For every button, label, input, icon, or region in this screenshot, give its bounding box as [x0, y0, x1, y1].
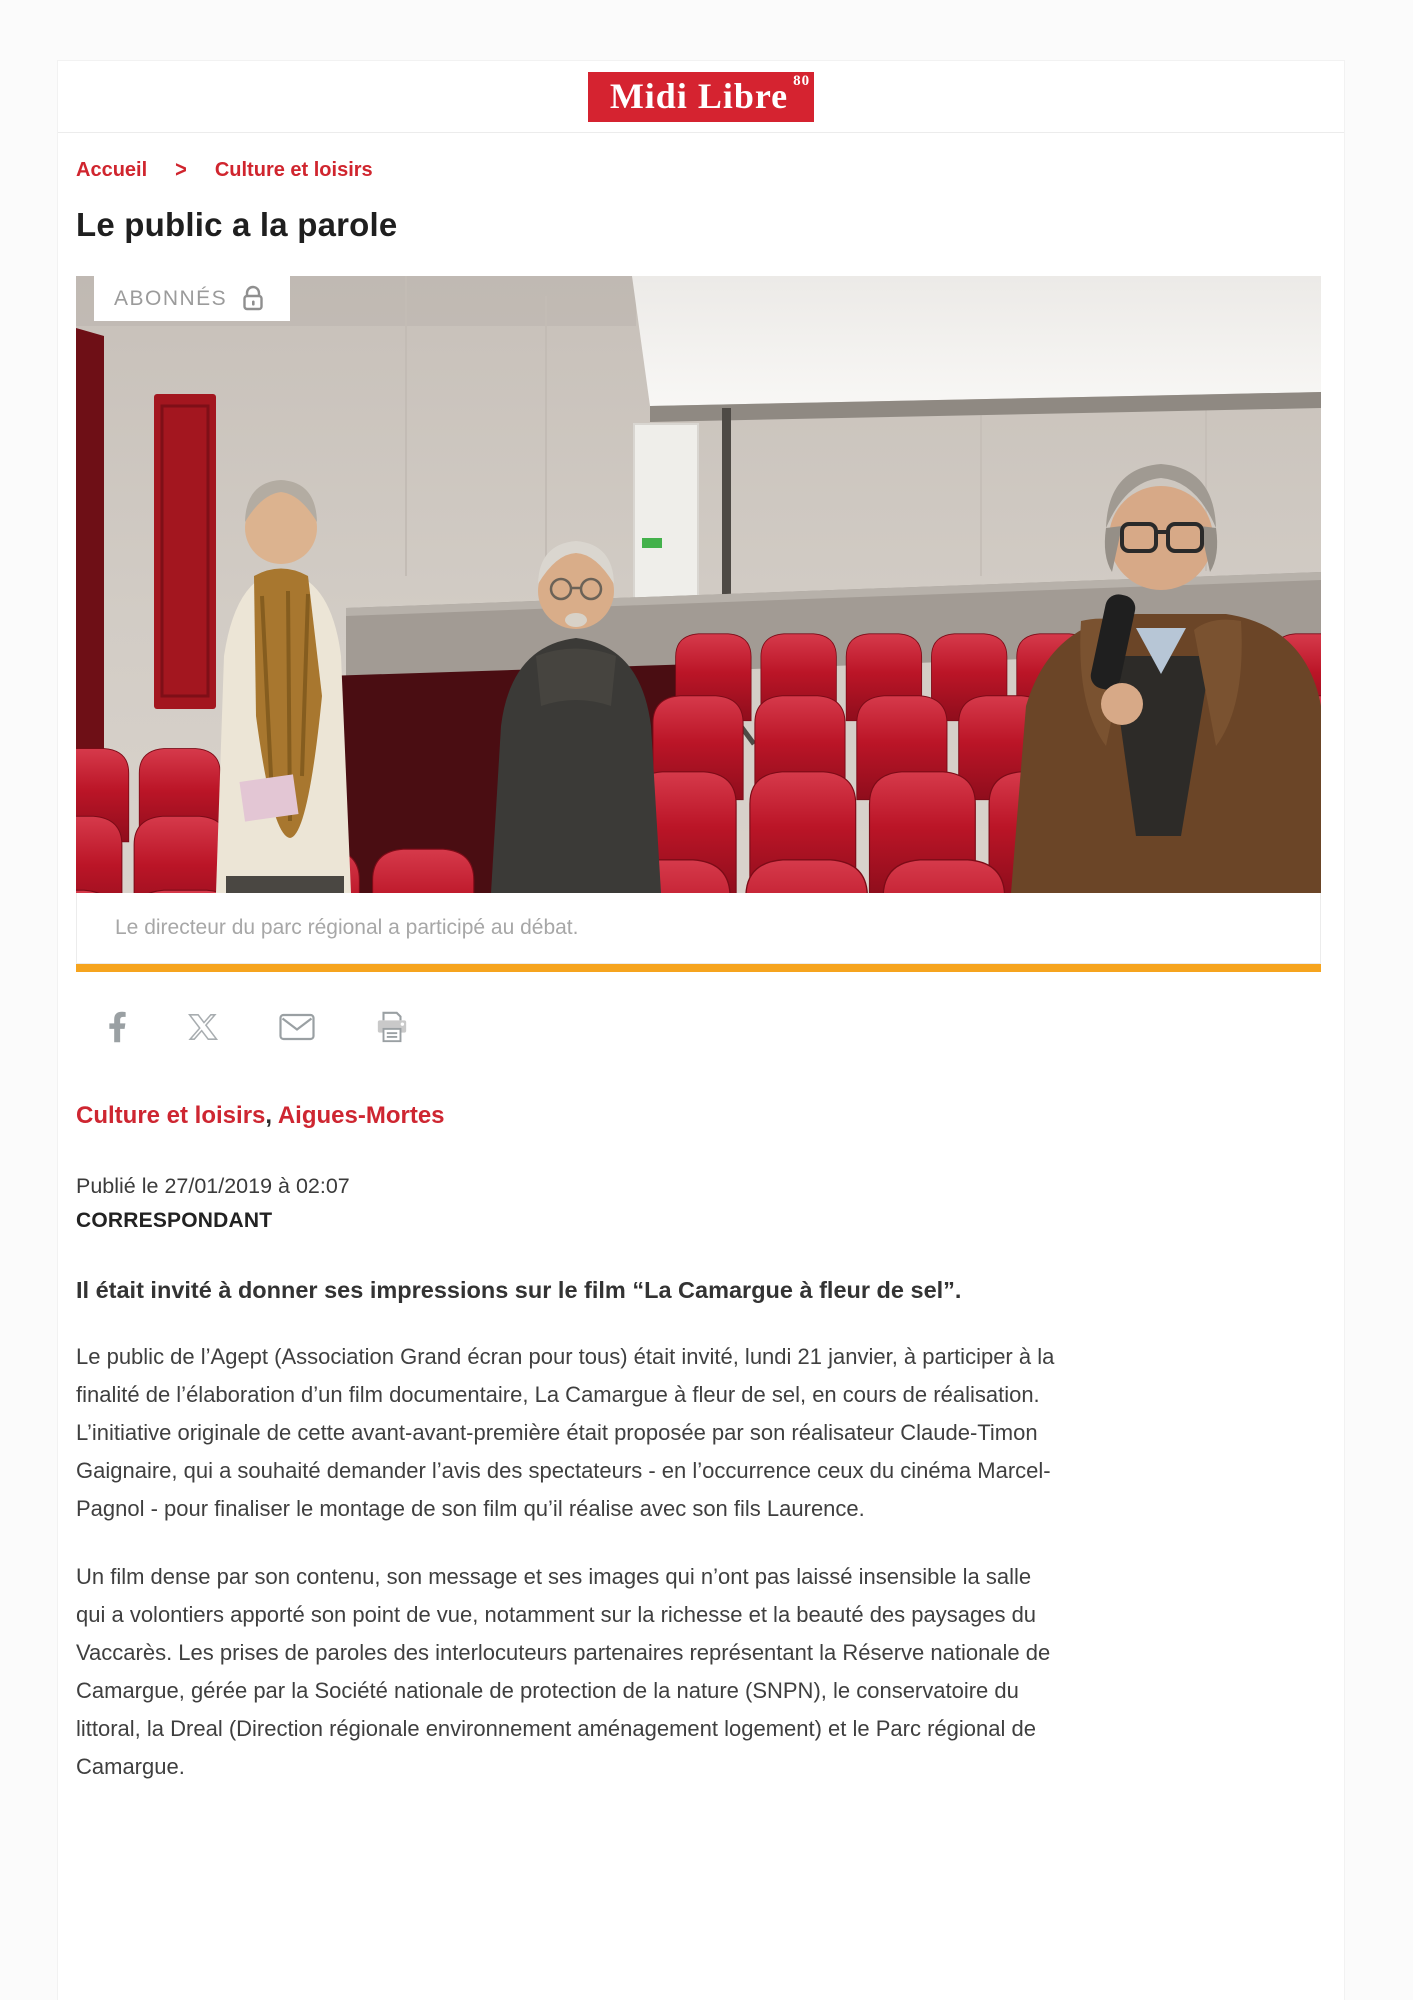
article-title: Le public a la parole	[76, 206, 398, 243]
photo-caption: Le directeur du parc régional a participé au débat.	[76, 893, 1321, 964]
article-lede: Il était invité à donner ses impressions sur le film “La Camargue à fleur de sel”.	[76, 1277, 962, 1303]
lock-icon	[242, 285, 264, 312]
breadcrumb	[76, 159, 1326, 182]
chevron-right-icon: >	[175, 157, 187, 183]
article-page-card	[57, 60, 1345, 2000]
article-paragraph-1: Le public de l’Agept (Association Grand écran pour tous) était invité, lundi 21 janvier, à participer à la finalité de l’élaboration d’un film documentaire, La Camargue à fleur de sel, en cours de réalisation. L’initiative originale de cette avant-avant-première était proposée par son réalisateur Claude-Timon Gaignaire, qui a souhaité demander l’avis des spectateurs - en l’occurrence ceux du cinéma Marcel-Pagnol - pour finaliser le montage de son film qu’il réalise avec son fils Laurence.	[76, 1344, 1055, 1522]
article-body	[76, 1273, 1061, 1786]
share-facebook-button[interactable]	[108, 1011, 127, 1043]
email-icon	[279, 1012, 315, 1042]
share-print-button[interactable]	[375, 1010, 409, 1044]
share-toolbar	[76, 1008, 1326, 1046]
logo-80-badge: 80	[793, 72, 811, 89]
breadcrumb-culture-et-loisirs[interactable]: Culture et loisirs	[214, 159, 373, 181]
exit-sign	[642, 538, 662, 548]
share-email-button[interactable]	[279, 1012, 315, 1042]
masthead	[58, 61, 1344, 133]
subscriber-badge-label: ABONNÉS	[114, 286, 228, 310]
share-x-twitter-button[interactable]	[187, 1012, 219, 1042]
article-photo-illustration	[76, 276, 1321, 893]
facebook-icon	[108, 1011, 127, 1043]
x-twitter-icon	[187, 1012, 219, 1042]
logo-text: Midi Libre	[609, 75, 789, 116]
breadcrumb-accueil[interactable]: Accueil	[76, 159, 148, 181]
tag-culture-et-loisirs[interactable]: Culture et loisirs	[76, 1102, 266, 1129]
published-date: Publié le 27/01/2019 à 02:07	[76, 1174, 350, 1198]
accent-bar	[76, 964, 1321, 972]
article-tags	[76, 1102, 1326, 1130]
tag-separator: ,	[265, 1102, 278, 1129]
hero-image	[76, 276, 1321, 893]
print-icon	[375, 1010, 409, 1044]
subscriber-badge	[94, 276, 290, 321]
tag-aigues-mortes[interactable]: Aigues-Mortes	[277, 1102, 445, 1129]
article-paragraph-2: Un film dense par son contenu, son message et ses images qui n’ont pas laissé insensible la salle qui a volontiers apporté son point de vue, notamment sur la richesse et la beauté des paysages du Vaccarès. Les prises de paroles des interlocuteurs partenaires représentant la Réserve nationale de Camargue, gérée par la Société nationale de protection de la nature (SNPN), le conservatoire du littoral, la Dreal (Direction régionale environnement aménagement logement) et le Parc régional de Camargue.	[76, 1564, 1051, 1780]
projection-screen	[632, 276, 1321, 406]
author-byline: CORRESPONDANT	[76, 1209, 273, 1232]
midi-libre-logo[interactable]	[588, 72, 814, 122]
